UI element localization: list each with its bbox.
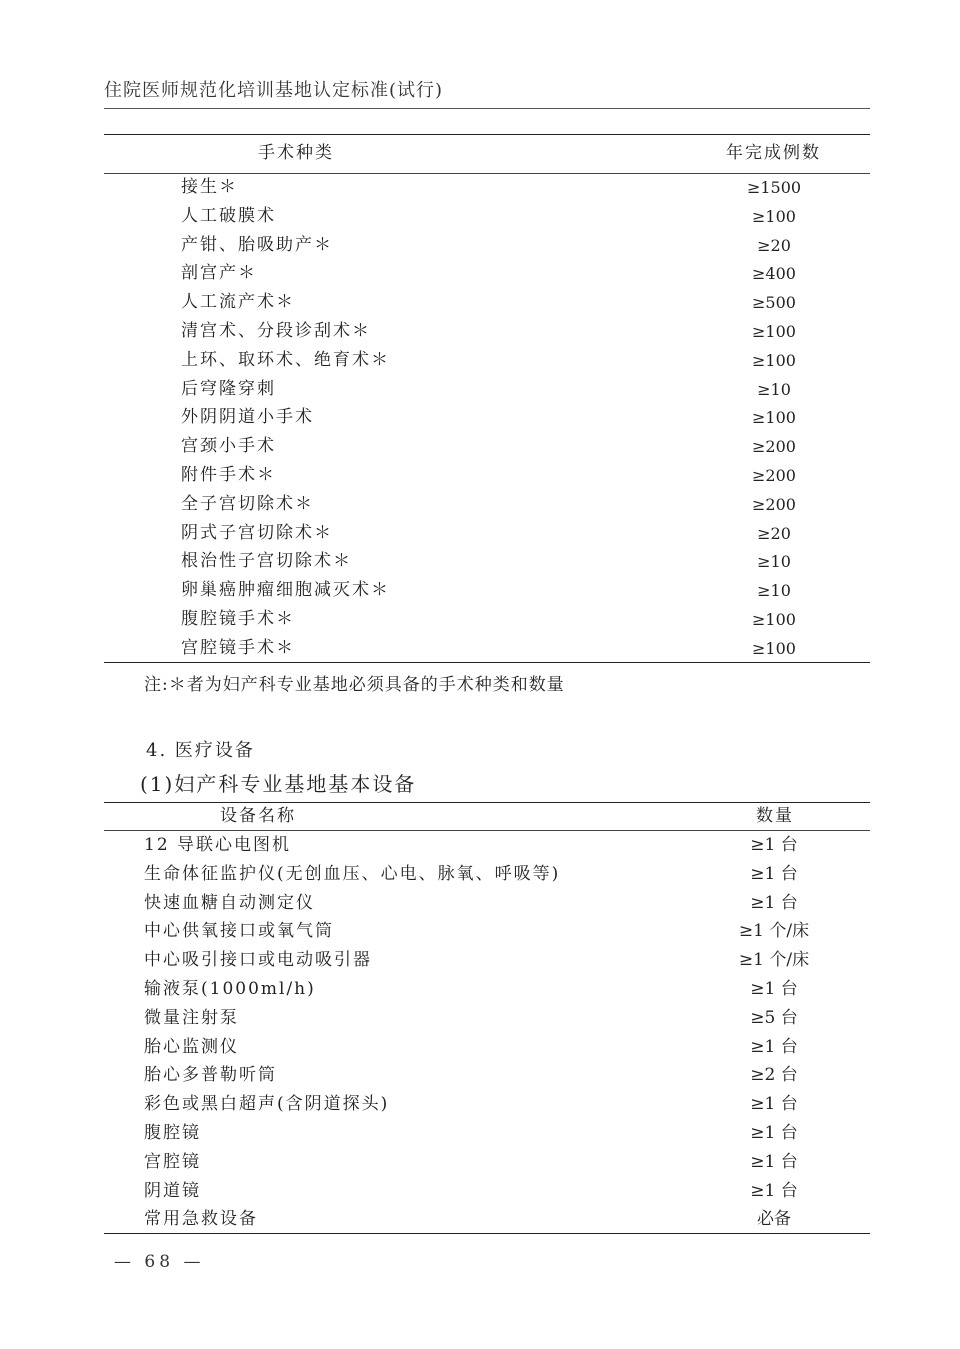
column-header-quantity: 数量 bbox=[756, 806, 794, 826]
equipment-quantity: ≥5 台 bbox=[750, 1007, 798, 1028]
surgery-name: 附件手术＊ bbox=[181, 465, 276, 485]
table-row bbox=[104, 605, 870, 634]
surgery-name: 人工破膜术 bbox=[181, 205, 276, 226]
annual-count: ≥200 bbox=[752, 494, 796, 514]
surgery-name: 卵巢癌肿瘤细胞减灭术＊ bbox=[181, 580, 390, 601]
equipment-name: 微量注射泵 bbox=[144, 1007, 239, 1028]
column-header-surgery-type: 手术种类 bbox=[258, 143, 334, 163]
equipment-quantity: ≥1 台 bbox=[750, 1180, 798, 1201]
equipment-quantity: ≥2 台 bbox=[750, 1065, 798, 1086]
surgery-name: 阴式子宫切除术＊ bbox=[181, 522, 333, 543]
surgery-name: 外阴阴道小手术 bbox=[181, 407, 314, 428]
table-row bbox=[104, 490, 870, 519]
equipment-name: 输液泵(1000ml/h) bbox=[144, 979, 316, 999]
equipment-quantity: ≥1 个/床 bbox=[738, 950, 810, 971]
table-row bbox=[104, 1090, 870, 1119]
surgery-name: 腹腔镜手术＊ bbox=[181, 609, 295, 629]
table-row bbox=[104, 946, 870, 975]
table-row bbox=[104, 461, 870, 490]
running-header: 住院医师规范化培训基地认定标准(试行) bbox=[104, 80, 444, 101]
table-row bbox=[104, 259, 870, 288]
table-row bbox=[104, 1148, 870, 1177]
equipment-quantity: ≥1 台 bbox=[750, 979, 798, 999]
surgery-name: 人工流产术＊ bbox=[181, 292, 295, 313]
surgery-name: 宫颈小手术 bbox=[181, 436, 276, 457]
column-header-equipment-name: 设备名称 bbox=[220, 806, 296, 826]
equipment-quantity: 必备 bbox=[757, 1209, 791, 1230]
table-row bbox=[104, 1205, 870, 1234]
table-row bbox=[104, 889, 870, 918]
equipment-quantity: ≥1 台 bbox=[750, 835, 798, 855]
equipment-name: 12 导联心电图机 bbox=[144, 835, 292, 855]
table-row bbox=[104, 202, 870, 231]
annual-count: ≥10 bbox=[757, 581, 791, 601]
annual-count: ≥20 bbox=[757, 235, 791, 255]
table-row bbox=[104, 1119, 870, 1148]
equipment-name: 常用急救设备 bbox=[144, 1209, 258, 1230]
table-row bbox=[104, 231, 870, 260]
annual-count: ≥100 bbox=[752, 610, 796, 629]
table-row bbox=[104, 519, 870, 548]
header-rule bbox=[104, 108, 870, 109]
table-row bbox=[104, 1061, 870, 1090]
surgery-name: 宫腔镜手术＊ bbox=[181, 637, 295, 658]
annual-count: ≥100 bbox=[752, 322, 796, 341]
table-row bbox=[104, 831, 870, 860]
subsection-heading: (1)妇产科专业基地基本设备 bbox=[140, 772, 417, 796]
equipment-name: 宫腔镜 bbox=[144, 1151, 201, 1172]
table-row bbox=[104, 1177, 870, 1206]
equipment-quantity: ≥1 台 bbox=[750, 1036, 798, 1057]
annual-count: ≥10 bbox=[757, 379, 791, 399]
table-row bbox=[104, 375, 870, 404]
surgery-name: 上环、取环术、绝育术＊ bbox=[181, 349, 390, 370]
annual-count: ≥100 bbox=[752, 350, 796, 370]
annual-count: ≥100 bbox=[752, 638, 796, 658]
table-row bbox=[104, 1033, 870, 1062]
column-header-annual-count: 年完成例数 bbox=[726, 143, 821, 163]
equipment-name: 中心吸引接口或电动吸引器 bbox=[144, 950, 372, 971]
table-row bbox=[104, 860, 870, 889]
table-row bbox=[104, 403, 870, 432]
table-row bbox=[104, 1004, 870, 1033]
equipment-name: 中心供氧接口或氧气筒 bbox=[144, 921, 334, 942]
equipment-quantity: ≥1 台 bbox=[750, 863, 798, 884]
table-row bbox=[104, 173, 870, 202]
annual-count: ≥1500 bbox=[746, 178, 802, 197]
table-bottom-rule bbox=[104, 662, 870, 663]
annual-count: ≥100 bbox=[752, 408, 796, 428]
equipment-quantity: ≥1 台 bbox=[750, 1151, 798, 1172]
surgery-name: 全子宫切除术＊ bbox=[181, 493, 314, 514]
table-row bbox=[104, 547, 870, 576]
page-number: — 68 — bbox=[114, 1252, 205, 1272]
equipment-name: 腹腔镜 bbox=[144, 1123, 201, 1143]
annual-count: ≥100 bbox=[752, 206, 796, 226]
annual-count: ≥400 bbox=[752, 264, 796, 284]
surgery-name: 后穹隆穿刺 bbox=[181, 378, 276, 399]
annual-count: ≥20 bbox=[757, 523, 791, 543]
annual-count: ≥200 bbox=[752, 466, 796, 485]
table-row bbox=[104, 432, 870, 461]
equipment-quantity: ≥1 台 bbox=[750, 1123, 798, 1143]
section-heading: 4. 医疗设备 bbox=[146, 740, 255, 761]
equipment-quantity: ≥1 台 bbox=[750, 1094, 798, 1115]
equipment-name: 胎心多普勒听筒 bbox=[144, 1065, 277, 1086]
equipment-name: 生命体征监护仪(无创血压、心电、脉氧、呼吸等) bbox=[144, 863, 561, 884]
annual-count: ≥10 bbox=[757, 552, 791, 572]
table-row bbox=[104, 634, 870, 663]
surgery-name: 接生＊ bbox=[181, 177, 238, 197]
annual-count: ≥500 bbox=[752, 293, 796, 313]
surgery-name: 剖宫产＊ bbox=[181, 263, 257, 284]
table-note: 注:＊者为妇产科专业基地必须具备的手术种类和数量 bbox=[144, 675, 565, 695]
equipment-quantity: ≥1 台 bbox=[750, 892, 798, 913]
equipment-table-header bbox=[104, 802, 870, 830]
equipment-name: 胎心监测仪 bbox=[144, 1036, 239, 1057]
table-bottom-rule bbox=[104, 1233, 870, 1234]
table-row bbox=[104, 576, 870, 605]
table-row bbox=[104, 317, 870, 346]
surgery-table-header bbox=[104, 134, 870, 172]
table-row bbox=[104, 975, 870, 1004]
surgery-name: 清宫术、分段诊刮术＊ bbox=[181, 321, 371, 341]
equipment-name: 彩色或黑白超声(含阴道探头) bbox=[144, 1094, 390, 1115]
equipment-name: 快速血糖自动测定仪 bbox=[144, 892, 315, 913]
annual-count: ≥200 bbox=[752, 437, 796, 457]
equipment-name: 阴道镜 bbox=[144, 1180, 201, 1201]
surgery-name: 产钳、胎吸助产＊ bbox=[181, 234, 333, 255]
table-row bbox=[104, 917, 870, 946]
surgery-name: 根治性子宫切除术＊ bbox=[181, 551, 352, 572]
table-row bbox=[104, 346, 870, 375]
equipment-quantity: ≥1 个/床 bbox=[738, 921, 810, 942]
table-row bbox=[104, 288, 870, 317]
